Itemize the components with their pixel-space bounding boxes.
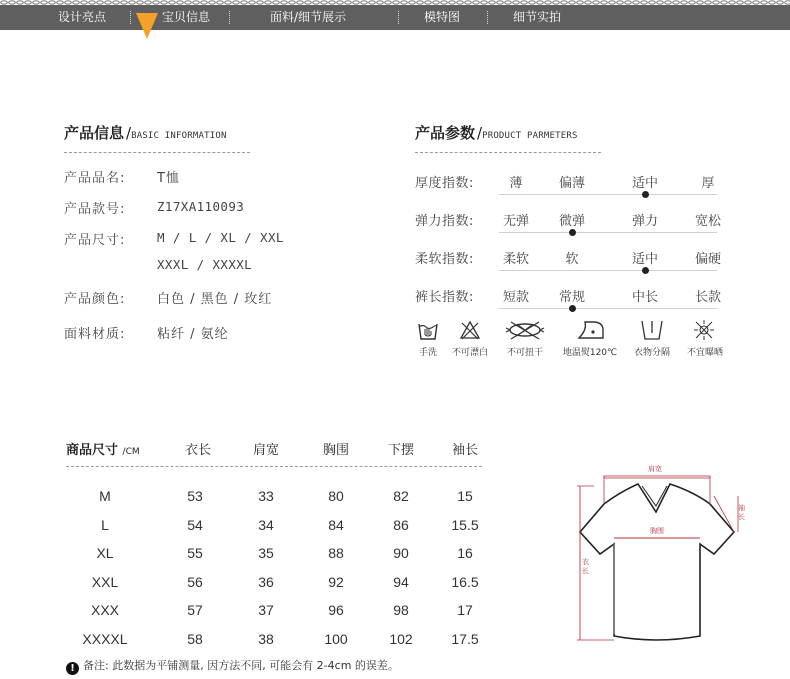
measure-cell: 54	[187, 517, 203, 533]
table-divider	[66, 466, 482, 467]
separate-wash-icon	[639, 319, 665, 341]
measure-cell: 94	[393, 574, 409, 590]
measure-cell: 92	[328, 574, 344, 590]
diagram-label-chest: 胸围	[650, 527, 664, 535]
param-selected-dot	[569, 229, 576, 236]
info-label: 产品尺寸:	[64, 233, 126, 248]
low-iron-icon	[577, 318, 605, 342]
param-option: 中长	[631, 290, 658, 305]
col-header-shoulder: 肩宽	[252, 443, 279, 458]
measure-cell: 15.5	[451, 517, 479, 533]
col-header-length: 衣长	[184, 443, 211, 458]
nav-separator	[487, 11, 488, 24]
nav-item-detail[interactable]: 细节实拍	[513, 10, 562, 24]
param-option: 长款	[694, 290, 721, 305]
measure-cell: 98	[393, 602, 409, 618]
product-params-title-en: PRODUCT PARMETERS	[482, 131, 578, 141]
nav-separator	[229, 11, 230, 24]
measure-cell: 15	[457, 488, 473, 504]
param-option: 薄	[509, 176, 523, 191]
param-option: 短款	[502, 290, 529, 305]
measure-cell: 37	[258, 602, 274, 618]
measure-cell: 56	[187, 574, 203, 590]
diagram-label-sleeve: 袖长	[738, 504, 745, 521]
param-option: 常规	[558, 290, 585, 305]
measure-cell: 82	[393, 488, 409, 504]
param-option: 弹力	[631, 214, 658, 229]
param-label: 柔软指数:	[415, 252, 474, 267]
measure-cell: 33	[258, 488, 274, 504]
product-info-title-cn: 产品信息	[64, 124, 125, 142]
measure-cell: 35	[258, 545, 274, 561]
sleeve-measure-line	[714, 496, 734, 532]
param-option: 偏硬	[694, 252, 721, 267]
care-label: 不可漂白	[451, 348, 488, 358]
info-value-sku: Z17XA110093	[157, 199, 245, 214]
product-info-title: 产品信息 /BASIC INFORMATION	[64, 124, 227, 142]
size-cell: XXL	[91, 574, 119, 590]
param-scale-line	[499, 270, 717, 271]
size-cell: XL	[96, 545, 114, 561]
param-label: 弹力指数:	[415, 214, 474, 229]
care-label: 不可扭干	[506, 348, 543, 358]
measure-cell: 96	[328, 602, 344, 618]
measure-cell: 90	[393, 545, 409, 561]
measure-cell: 86	[393, 517, 409, 533]
info-label: 产品款号:	[64, 202, 126, 217]
measure-cell: 58	[187, 631, 203, 647]
size-table-title	[66, 439, 140, 458]
measure-cell: 34	[258, 517, 274, 533]
size-table-title-text: 商品尺寸	[66, 443, 119, 458]
measure-cell: 102	[389, 631, 413, 647]
product-params-title-cn: 产品参数	[415, 124, 476, 142]
measure-cell: 17	[457, 602, 473, 618]
measure-cell: 17.5	[451, 631, 479, 647]
exclamation-icon: !	[66, 662, 79, 675]
param-option: 软	[565, 252, 579, 267]
info-value-name: T恤	[157, 171, 180, 186]
care-label: 衣物分隔	[633, 348, 670, 358]
diagram-label-shoulder: 肩宽	[648, 465, 662, 473]
measure-cell: 38	[258, 631, 274, 647]
measure-cell: 55	[187, 545, 203, 561]
divider	[415, 152, 601, 153]
info-value-material: 粘纤 / 氨纶	[157, 327, 229, 342]
measure-cell: 84	[328, 517, 344, 533]
param-label: 裤长指数:	[415, 290, 474, 305]
care-label: 地温熨120℃	[562, 348, 618, 358]
param-label: 厚度指数:	[415, 176, 474, 191]
product-params-title: 产品参数 /PRODUCT PARMETERS	[415, 124, 578, 142]
nav-item-info[interactable]: 宝贝信息	[162, 10, 211, 24]
param-option: 厚	[701, 176, 715, 191]
col-header-chest: 胸围	[322, 443, 349, 458]
tshirt-diagram	[574, 460, 754, 645]
divider	[64, 152, 250, 153]
param-option: 柔软	[502, 252, 529, 267]
size-note	[66, 657, 399, 675]
param-scale-line	[499, 232, 717, 233]
size-diagram	[574, 460, 754, 645]
nav-item-design[interactable]: 设计亮点	[58, 10, 107, 24]
param-scale-line	[499, 194, 717, 195]
param-option: 宽松	[694, 214, 721, 229]
measure-cell: 100	[324, 631, 348, 647]
param-option: 偏薄	[558, 176, 585, 191]
param-scale-line	[499, 308, 717, 309]
measure-cell: 16	[457, 545, 473, 561]
product-info-title-en: BASIC INFORMATION	[131, 131, 227, 141]
info-value-size: M / L / XL / XXL	[157, 230, 284, 245]
col-header-hem: 下摆	[387, 443, 414, 458]
param-selected-dot	[642, 191, 649, 198]
note-text: 备注: 此数据为平铺测量, 因方法不同, 可能会有 2-4cm 的误差。	[83, 659, 399, 672]
param-option: 适中	[631, 252, 658, 267]
diagram-label-length: 衣长	[582, 558, 589, 575]
measure-cell: 57	[187, 602, 203, 618]
info-label: 面料材质:	[64, 327, 126, 342]
param-option: 无弹	[502, 214, 529, 229]
nav-separator	[398, 11, 399, 24]
shirt-outline	[580, 484, 734, 640]
no-bleach-icon	[459, 319, 481, 341]
nav-item-model[interactable]: 模特图	[424, 10, 461, 24]
no-wring-icon	[505, 319, 545, 341]
info-label: 产品颜色:	[64, 292, 126, 307]
param-selected-dot	[569, 305, 576, 312]
care-label: 手洗	[418, 348, 437, 358]
size-cell: M	[99, 488, 111, 504]
size-cell: XXX	[90, 602, 119, 618]
measure-cell: 36	[258, 574, 274, 590]
active-tab-marker	[136, 13, 158, 39]
col-header-sleeve: 袖长	[451, 443, 478, 458]
nav-item-fabric[interactable]: 面料/细节展示	[270, 10, 347, 24]
info-value-size-2: XXXL / XXXXL	[157, 257, 253, 272]
size-cell: XXXXL	[82, 631, 128, 647]
measure-cell: 53	[187, 488, 203, 504]
info-value-color: 白色 / 黑色 / 玫红	[157, 292, 273, 307]
measure-cell: 88	[328, 545, 344, 561]
measure-cell: 16.5	[451, 574, 479, 590]
param-option: 适中	[631, 176, 658, 191]
top-nav	[0, 5, 790, 30]
param-selected-dot	[642, 267, 649, 274]
param-option: 微弹	[558, 214, 585, 229]
care-label: 不宜曝晒	[686, 348, 723, 358]
info-label: 产品品名:	[64, 171, 126, 186]
size-table-unit: /CM	[122, 447, 140, 457]
measure-cell: 80	[328, 488, 344, 504]
nav-separator	[130, 11, 131, 24]
shoulder-measure-line	[604, 476, 710, 478]
no-sun-icon	[693, 319, 715, 341]
size-cell: L	[101, 517, 109, 533]
hand-wash-icon	[417, 319, 439, 341]
